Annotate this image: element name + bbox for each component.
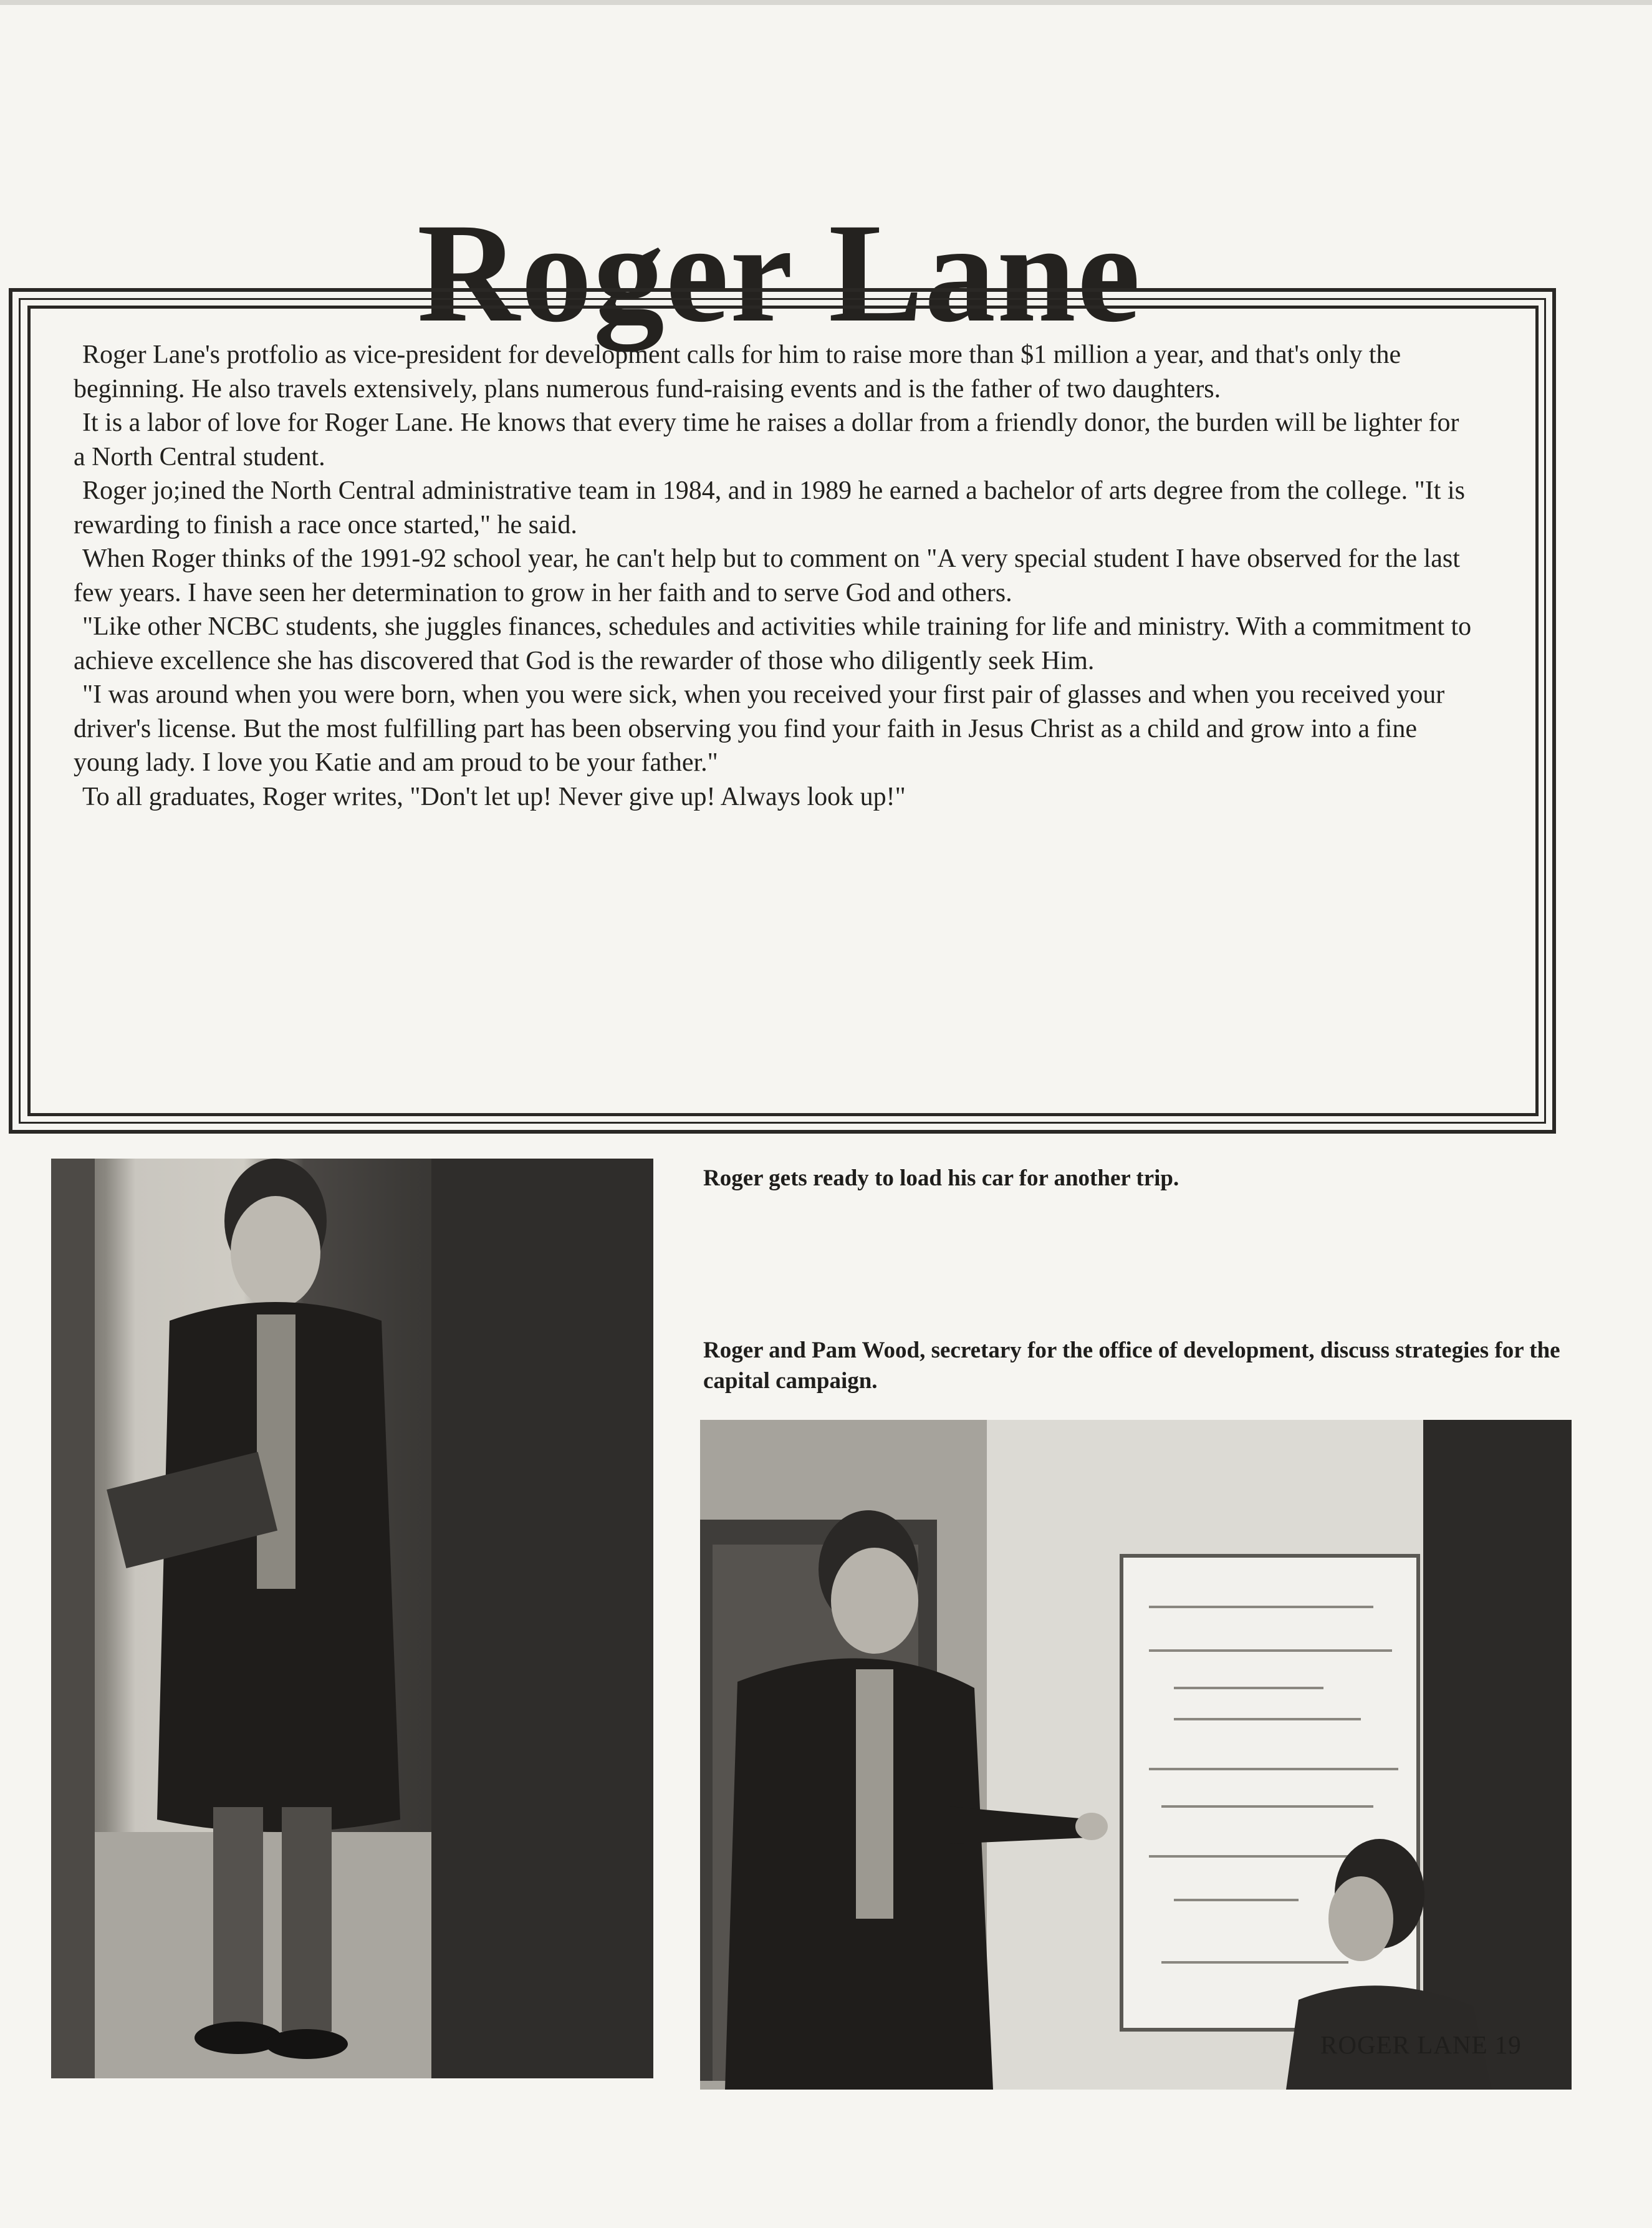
photo-caption-car-trip: Roger gets ready to load his car for another trip. [703,1165,1179,1191]
photo-roger-flipchart [700,1420,1572,2090]
article-paragraph: "Like other NCBC students, she juggles finances, schedules and activities while training for life and ministry. With a commitment to achieve excellence she has discovered that God is the rewarder of those who diligently seek Him. [74,612,1472,675]
article-paragraph: Roger jo;ined the North Central administrative team in 1984, and in 1989 he earned a bachelor of arts degree from the college. "It is rewarding to finish a race once started," he said. [74,476,1465,539]
photo-roger-briefcase [51,1159,653,2078]
article-paragraph: It is a labor of love for Roger Lane. He knows that every time he raises a dollar from a friendly donor, the burden will be lighter for a North Central student. [74,408,1459,471]
article-body [74,338,1473,814]
photo-caption-capital-campaign: Roger and Pam Wood, secretary for the office of development, discuss strategies for the capital campaign. [703,1338,1560,1394]
article-paragraph: "I was around when you were born, when you were sick, when you received your first pair of glasses and when you received your driver's license. But the most fulfilling part has been observing you find your faith in Jesus Christ as a child and grow into a fine young lady. I love you Katie and am proud to be your father." [74,680,1445,777]
page-edge [0,0,1652,5]
photo-roger-briefcase-illustration [51,1159,653,2078]
page-title: Roger Lane [416,194,1141,352]
photo-roger-flipchart-illustration [700,1420,1572,2090]
article-paragraph: To all graduates, Roger writes, "Don't let up! Never give up! Always look up!" [82,782,906,811]
article-paragraph: Roger Lane's protfolio as vice-president for development calls for him to raise more than $1 million a year, and that's only the beginning. He also travels extensively, plans numerous fund-raising events and is the father of two daughters. [74,340,1401,403]
page-footer: ROGER LANE 19 [1320,2030,1522,2059]
article-paragraph: When Roger thinks of the 1991-92 school year, he can't help but to comment on "A very special student I have observed for the last few years. I have seen her determination to grow in her faith and to serve God and others. [74,544,1460,607]
